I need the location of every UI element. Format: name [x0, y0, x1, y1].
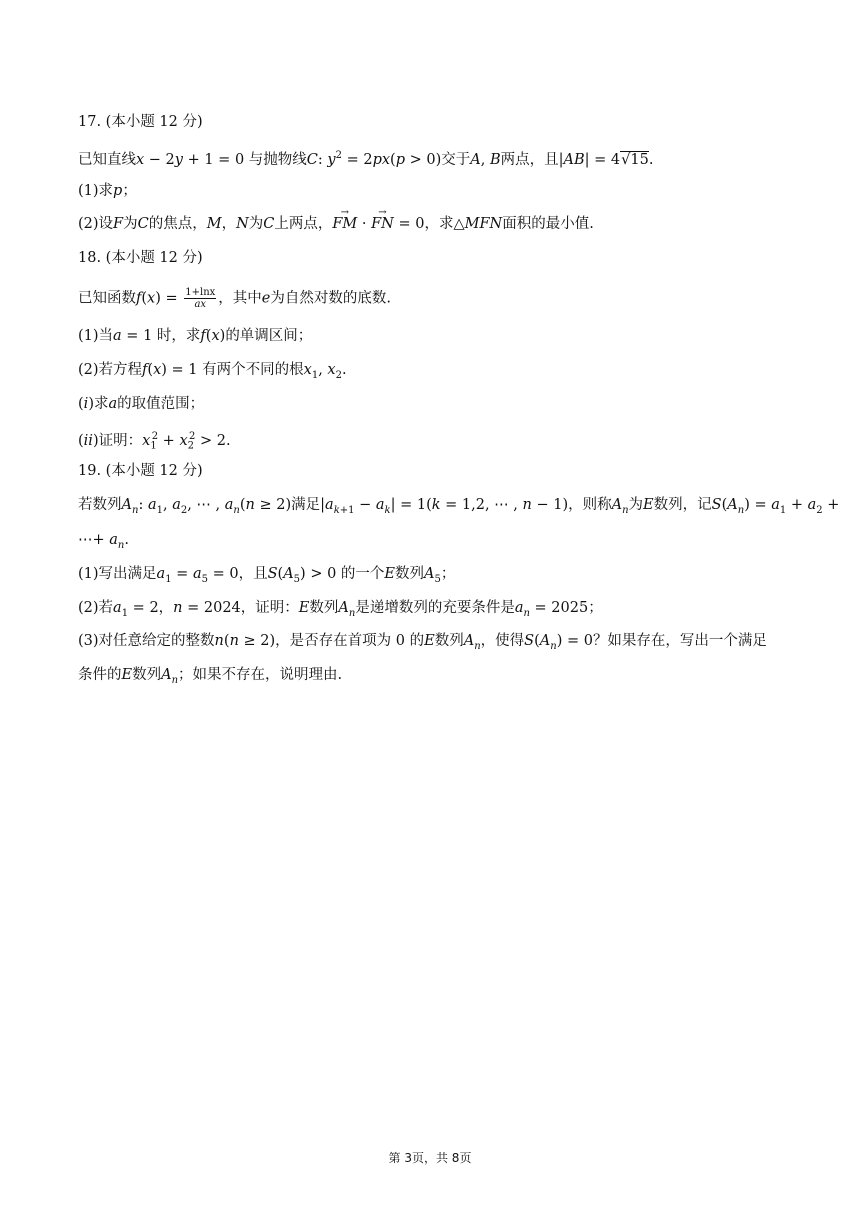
- q19-part1: (1)写出满足$a_1 = a_5 = 0$，且$S(A_5) > 0$ 的一个E数列$A_5$；: [78, 566, 456, 585]
- q18-part1: (1)当a = 1 时，求f(x)的单调区间；: [78, 328, 313, 344]
- page-footer: 第 3页，共 8页: [388, 1151, 472, 1165]
- q18-fraction: $\frac{1+\ln x}{ax}$: [185, 287, 216, 310]
- q18-stem: 已知函数f(x) = $\frac{1+\ln x}{ax}$ ，其中e为自然对数的底数.: [78, 287, 391, 310]
- q17-part1: (1)求p；: [78, 183, 137, 199]
- q19-part2: (2)若$a_1 = 2$，n = 2024，证明：E数列$A_n$是递增数列的充要条件是$a_n = 2025$；: [78, 600, 603, 619]
- q18-part2-ii: (ii)证明：$x_1^2 + x_2^2 > 2$.: [78, 431, 231, 452]
- q17-stem: 已知直线x − 2y + 1 = 0 与抛物线C: $y^2 = 2px(p > 0)$交于A, B两点，且|AB| = 4√15.: [78, 150, 654, 168]
- q19-part3-cont: 条件的E数列$A_n$；如果不存在，说明理由.: [78, 667, 343, 686]
- q19-header: 19. (本小题 12 分): [78, 463, 203, 479]
- q19-stem-cont: ⋯+ $a_n$.: [78, 532, 129, 551]
- q17-part2: (2)设F为C的焦点，M，N为C上两点，→ FM · → FN = 0，求△MFN面积的最小值.: [78, 214, 790, 234]
- q17-header: 17. (本小题 12 分): [78, 114, 203, 130]
- q18-header: 18. (本小题 12 分): [78, 250, 203, 266]
- q18-part2-i: (i)求a的取值范围；: [78, 396, 205, 412]
- q18-part2: (2)若方程f(x) = 1 有两个不同的根$x_1$, $x_2$.: [78, 362, 347, 381]
- q19-part3: (3)对任意给定的整数n(n ≥ 2)，是否存在首项为 0 的E数列$A_n$，使得$S(A_n) = 0$？如果存在，写出一个满足: [78, 633, 767, 652]
- q19-stem: 若数列$A_n$: $a_1$, $a_2$, ⋯ , $a_n(n \ge 2)$满足$|a_{k+1} - a_k| = 1(k = 1,2$, ⋯ , n − 1)，则称$A_n$为E数列，记$S(A_n) = a_1 + a_2$ +: [78, 497, 840, 516]
